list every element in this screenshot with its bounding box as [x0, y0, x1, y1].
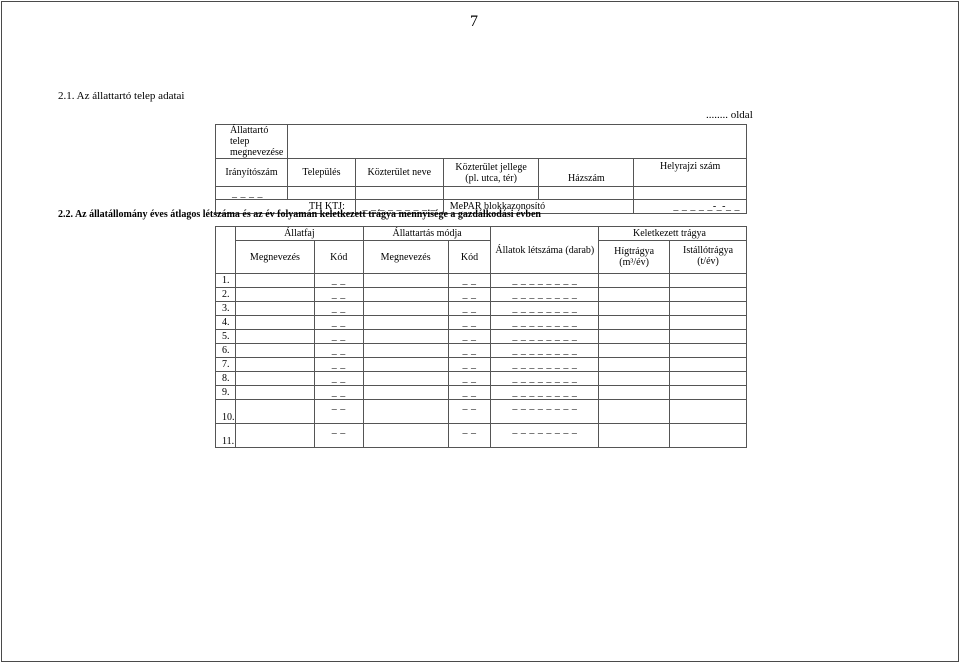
row-number: 11.: [216, 424, 236, 448]
tartasmod-megnevezes-cell[interactable]: [363, 372, 448, 386]
row-number: 4.: [216, 316, 236, 330]
tartasmod-kod-cell[interactable]: _ _: [448, 424, 491, 448]
allatok-letszama-cell[interactable]: _ _ _ _ _ _ _ _: [491, 386, 599, 400]
telepules-field[interactable]: [287, 187, 355, 200]
row-number: 10.: [216, 400, 236, 424]
row-number: 3.: [216, 302, 236, 316]
istallotragya-cell[interactable]: [670, 386, 747, 400]
tartasmod-megnevezes-cell[interactable]: [363, 344, 448, 358]
keletkezett-tragya-header: Keletkezett trágya: [599, 227, 747, 241]
row-number: 5.: [216, 330, 236, 344]
higtragya-cell[interactable]: [599, 358, 670, 372]
allatfaj-kod-cell[interactable]: _ _: [314, 400, 363, 424]
higtragya-cell[interactable]: [599, 330, 670, 344]
kozterulet-neve-header: Közterület neve: [355, 159, 443, 187]
kozterulet-neve-field[interactable]: [355, 187, 443, 200]
telep-megnevezese-label: Állattartó telep megnevezése: [216, 125, 288, 159]
hazszam-field[interactable]: [539, 187, 634, 200]
hazszam-header: Házszám: [539, 159, 634, 187]
row-number: 9.: [216, 386, 236, 400]
allatfaj-megnevezes-cell[interactable]: [235, 302, 314, 316]
istallotragya-cell[interactable]: [670, 316, 747, 330]
allatok-letszama-cell[interactable]: _ _ _ _ _ _ _ _: [491, 358, 599, 372]
table-row: [216, 316, 747, 330]
tartasmod-megnevezes-cell[interactable]: [363, 358, 448, 372]
higtragya-cell[interactable]: [599, 316, 670, 330]
kozterulet-jellege-header: Közterület jellege (pl. utca, tér): [443, 159, 539, 187]
allatok-letszama-cell[interactable]: _ _ _ _ _ _ _ _: [491, 288, 599, 302]
allatok-letszama-cell[interactable]: _ _ _ _ _ _ _ _: [491, 302, 599, 316]
allattartas-modja-header: Állattartás módja: [363, 227, 491, 241]
tartasmod-megnevezes-cell[interactable]: [363, 316, 448, 330]
table-row: [216, 288, 747, 302]
th-ktj-field[interactable]: _ _ _ _ _ _ _ _ _: [355, 200, 443, 214]
helyrajzi-szam-header: Helyrajzi szám: [634, 159, 747, 187]
table-row: [216, 400, 747, 424]
higtragya-cell[interactable]: [599, 274, 670, 288]
tartasmod-kod-cell[interactable]: _ _: [448, 288, 491, 302]
tartasmod-kod-header: Kód: [448, 241, 491, 274]
istallotragya-cell[interactable]: [670, 330, 747, 344]
table-row: [216, 302, 747, 316]
higtragya-cell[interactable]: [599, 288, 670, 302]
tartasmod-kod-cell[interactable]: _ _: [448, 372, 491, 386]
mepar-field[interactable]: _ _ _ _ _-_-_ _: [634, 200, 747, 214]
th-ktj-label: TH KTJ:: [216, 200, 356, 214]
iranyitoszam-header: Irányítószám: [216, 159, 288, 187]
telep-adatai-table: [215, 124, 747, 214]
table-row: [216, 424, 747, 448]
tartasmod-megnevezes-cell[interactable]: [363, 386, 448, 400]
higtragya-cell[interactable]: [599, 302, 670, 316]
tartasmod-megnevezes-cell[interactable]: [363, 330, 448, 344]
telepules-header: Település: [287, 159, 355, 187]
tartasmod-kod-cell[interactable]: _ _: [448, 274, 491, 288]
tartasmod-megnevezes-header: Megnevezés: [363, 241, 448, 274]
tartasmod-megnevezes-cell[interactable]: [363, 424, 448, 448]
allatfaj-megnevezes-header: Megnevezés: [235, 241, 314, 274]
allatok-letszama-cell[interactable]: _ _ _ _ _ _ _ _: [491, 372, 599, 386]
tartasmod-megnevezes-cell[interactable]: [363, 302, 448, 316]
istallotragya-cell[interactable]: [670, 344, 747, 358]
allatok-letszama-header: Állatok létszáma (darab): [491, 227, 599, 274]
allatok-letszama-cell[interactable]: _ _ _ _ _ _ _ _: [491, 274, 599, 288]
section-2-2-title: 2.2. Az állatállomány éves átlagos létszáma és az év folyamán keletkezett trágya mennyisége a gazdálkodási évben: [58, 209, 541, 220]
tartasmod-kod-cell[interactable]: _ _: [448, 358, 491, 372]
tartasmod-kod-cell[interactable]: _ _: [448, 330, 491, 344]
istallotragya-cell[interactable]: [670, 302, 747, 316]
allatallomany-table: [215, 226, 747, 448]
table-row: [216, 330, 747, 344]
higtragya-cell[interactable]: [599, 400, 670, 424]
higtragya-header: Hígtrágya (m³/év): [599, 241, 670, 274]
row-number: 2.: [216, 288, 236, 302]
istallotragya-cell[interactable]: [670, 274, 747, 288]
section-2-1-title: 2.1. Az állattartó telep adatai: [58, 90, 185, 102]
allatfaj-megnevezes-cell[interactable]: [235, 400, 314, 424]
istallotragya-cell[interactable]: [670, 424, 747, 448]
allatfaj-kod-cell[interactable]: _ _: [314, 358, 363, 372]
row-number: 6.: [216, 344, 236, 358]
allatfaj-megnevezes-cell[interactable]: [235, 344, 314, 358]
allatfaj-megnevezes-cell[interactable]: [235, 330, 314, 344]
iranyitoszam-field[interactable]: _ _ _ _: [216, 187, 288, 200]
kozterulet-jellege-field[interactable]: [443, 187, 539, 200]
tartasmod-kod-cell[interactable]: _ _: [448, 344, 491, 358]
allatfaj-kod-cell[interactable]: _ _: [314, 302, 363, 316]
allatfaj-kod-cell[interactable]: _ _: [314, 344, 363, 358]
allatfaj-header: Állatfaj: [235, 227, 363, 241]
tartasmod-megnevezes-cell[interactable]: [363, 400, 448, 424]
page-reference: ........ oldal: [706, 109, 753, 121]
row-number: 8.: [216, 372, 236, 386]
mepar-label: MePAR blokkazonosító: [443, 200, 634, 214]
sorszam-header: [216, 227, 236, 274]
higtragya-cell[interactable]: [599, 344, 670, 358]
row-number: 7.: [216, 358, 236, 372]
helyrajzi-szam-field[interactable]: [634, 187, 747, 200]
allatok-letszama-cell[interactable]: _ _ _ _ _ _ _ _: [491, 330, 599, 344]
tartasmod-kod-cell[interactable]: _ _: [448, 316, 491, 330]
telep-megnevezese-field[interactable]: [287, 125, 746, 159]
allatfaj-megnevezes-cell[interactable]: [235, 316, 314, 330]
allatfaj-kod-cell[interactable]: _ _: [314, 274, 363, 288]
allatfaj-kod-cell[interactable]: _ _: [314, 424, 363, 448]
table-row: [216, 274, 747, 288]
allatfaj-megnevezes-cell[interactable]: [235, 288, 314, 302]
allatok-letszama-cell[interactable]: _ _ _ _ _ _ _ _: [491, 344, 599, 358]
allatfaj-kod-cell[interactable]: _ _: [314, 386, 363, 400]
allatok-letszama-cell[interactable]: _ _ _ _ _ _ _ _: [491, 316, 599, 330]
allatfaj-kod-cell[interactable]: _ _: [314, 316, 363, 330]
tartasmod-megnevezes-cell[interactable]: [363, 274, 448, 288]
tartasmod-megnevezes-cell[interactable]: [363, 288, 448, 302]
allatfaj-kod-cell[interactable]: _ _: [314, 372, 363, 386]
tartasmod-kod-cell[interactable]: _ _: [448, 302, 491, 316]
istallotragya-cell[interactable]: [670, 372, 747, 386]
tartasmod-kod-cell[interactable]: _ _: [448, 386, 491, 400]
allatfaj-megnevezes-cell[interactable]: [235, 274, 314, 288]
table-row: [216, 358, 747, 372]
table-row: [216, 344, 747, 358]
allatfaj-megnevezes-cell[interactable]: [235, 424, 314, 448]
allatfaj-kod-cell[interactable]: _ _: [314, 330, 363, 344]
istallotragya-header: Istállótrágya (t/év): [670, 241, 747, 274]
allatok-letszama-cell[interactable]: _ _ _ _ _ _ _ _: [491, 400, 599, 424]
allatfaj-kod-cell[interactable]: _ _: [314, 288, 363, 302]
table-row: [216, 386, 747, 400]
allatfaj-megnevezes-cell[interactable]: [235, 386, 314, 400]
istallotragya-cell[interactable]: [670, 288, 747, 302]
allatok-letszama-cell[interactable]: _ _ _ _ _ _ _ _: [491, 424, 599, 448]
table-row: [216, 372, 747, 386]
allatfaj-kod-header: Kód: [314, 241, 363, 274]
higtragya-cell[interactable]: [599, 424, 670, 448]
row-number: 1.: [216, 274, 236, 288]
istallotragya-cell[interactable]: [670, 400, 747, 424]
higtragya-cell[interactable]: [599, 372, 670, 386]
page-number: 7: [470, 13, 478, 30]
allatfaj-megnevezes-cell[interactable]: [235, 358, 314, 372]
tartasmod-kod-cell[interactable]: _ _: [448, 400, 491, 424]
allatfaj-megnevezes-cell[interactable]: [235, 372, 314, 386]
istallotragya-cell[interactable]: [670, 358, 747, 372]
higtragya-cell[interactable]: [599, 386, 670, 400]
